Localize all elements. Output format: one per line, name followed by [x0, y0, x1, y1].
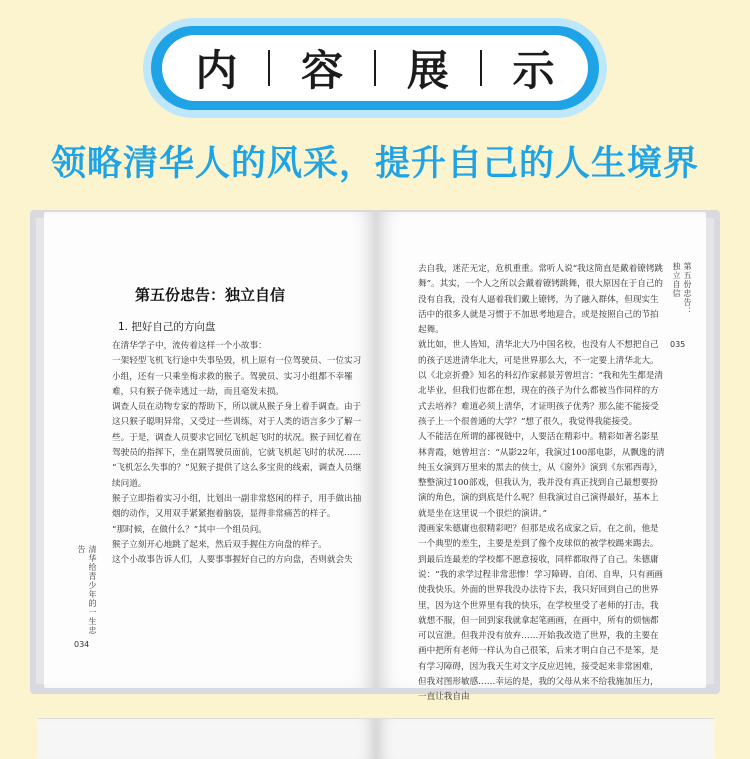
section-heading: 1. 把好自己的方向盘: [118, 321, 216, 333]
paragraph: 这个小故事告诉人们，人要事事握好自己的方向盘，否则就会失: [112, 555, 353, 566]
running-header-right: 第五份忠告：独立自信: [672, 262, 692, 316]
paragraph: 猴子立即指着实习小组，比划出一副非常悠闲的样子，用手做出抽烟的动作，又用双手紧紧抱着脑袋，显得非常痛苦的样子。: [112, 493, 362, 520]
tagline: 领略清华人的风采，提升自己的人生境界: [50, 144, 699, 184]
banner-divider: [268, 50, 270, 86]
paragraph: 猴子立刻开心地跳了起来，然后双手握住方向盘的样子。: [112, 539, 327, 550]
paragraph: 去自我，迷茫无定，危机重重。常听人说“我这简直是戴着镣铐跳舞”。其实，一个人之所以会戴着镣铐跳舞，很大原因在于自己的没有自我，没有人逼着我们戴上镣铐，为了融入群体，但现实生活中的很多人就是习惯于不加思考地迎合，或是按照自己的节拍起舞。: [418, 264, 664, 336]
page-number-left: 034: [74, 640, 90, 649]
next-book-right-page: [376, 718, 714, 759]
paragraph: 漫画家朱德庸也很精彩吧？但那是成名成家之后，在之前，他是一个典型的差生，主要是差到了像个皮球似的被学校踢来踢去。到最后连最差的学校都不愿意接收，同样都取得了自己。朱德庸说：“我的求学过程非常悲惨！学习障碍、自闭、自卑，只有画画使我快乐。外面的世界我没办法待下去，我只好回到自己的世界里，因为这个世界里有我的快乐，在学校里受了老师的打击，我就想不服，但一回到家我就拿起笔画画，在画中，所有的烦恼都可以宣泄。但我并没有放弃……开始我改造了世界，我的主要在画中把所有老师一样认为自己很笨，后来才明白自己不是笨，是有学习障碍，因为我天生对文字反应迟钝，接受起来非常困难，但我对图形敏感……幸运的是，我的父母从来不给我施加压力，一直让我自由: [418, 524, 664, 703]
chapter-title: 第五份忠告：独立自信: [134, 286, 285, 304]
banner-char: 展: [406, 46, 449, 95]
next-book-left-page: [38, 718, 376, 759]
paragraph: “飞机怎么失事的？”见猴子提供了这么多宝贵的线索，调查人员继续问道。: [112, 463, 362, 489]
banner-divider: [480, 50, 482, 86]
paragraph: 在清华学子中，流传着这样一个小故事：: [112, 341, 267, 351]
banner-char: 示: [512, 46, 555, 95]
banner-pill: [162, 35, 588, 101]
right-page-body: [418, 262, 666, 706]
paragraph: “那时候，在做什么？”其中一个组员问。: [112, 524, 267, 535]
page-number-right: 035: [670, 340, 686, 349]
paragraph: 一架轻型飞机飞行途中失事坠毁，机上原有一位驾驶员、一位实习小组，还有一只乘坐梅求救的猴子。驾驶员、实习小组都不幸罹难，只有猴子侥幸逃过一劫，而且毫发未损。: [112, 356, 362, 397]
banner-char: 内: [195, 46, 238, 95]
left-page-body: [112, 339, 362, 568]
banner-divider: [374, 50, 376, 86]
paragraph: 调查人员在动物专家的帮助下，所以就从猴子身上着手调查。由于这只猴子聪明异常，又受过一些训练，对于人类的语言多少了解一些。于是，调查人员要求它回忆飞机起飞时的状况。猴子回忆着在驾驶员的指挥下，坐在副驾驶员面前，它就飞机起飞时的状况……: [112, 402, 362, 459]
header-banner: [151, 26, 599, 110]
paragraph: 就比如，世人皆知，清华北大乃中国名校，也没有人不想把自己的孩子送进清华北大，可是世界那么大，不一定要上清华北大。以《北京折叠》知名的科幻作家郝景芳曾坦言：“我和先生都是清北毕业，但我们也都在想，现在的孩子为什么都被当作同样的方式去培养？难道必须上清华，才证明孩子优秀？那么能不能接受孩子上一个很普通的大学？”想了很久，我觉得我能接受。: [418, 340, 664, 427]
banner-char: 容: [301, 46, 344, 95]
running-header-left: 清华给青少年的一生忠告: [77, 545, 97, 635]
paragraph: 人不能活在所谓的鄙视链中，人要活在精彩中。精彩如著名影星林青霞，她曾坦言：“从影22年，我演过100部电影，从飘逸的清纯玉女演到万里来的黑去的侠士，从《窗外》演到《东邪西毒》，整整演过100部戏，但我认为，我并没有真正找到自己最想要扮演的角色，演的到底是什么呢？但我演过自己演得最好，基本上就是坐在这里说一个很烂的演讲。”: [418, 432, 665, 519]
